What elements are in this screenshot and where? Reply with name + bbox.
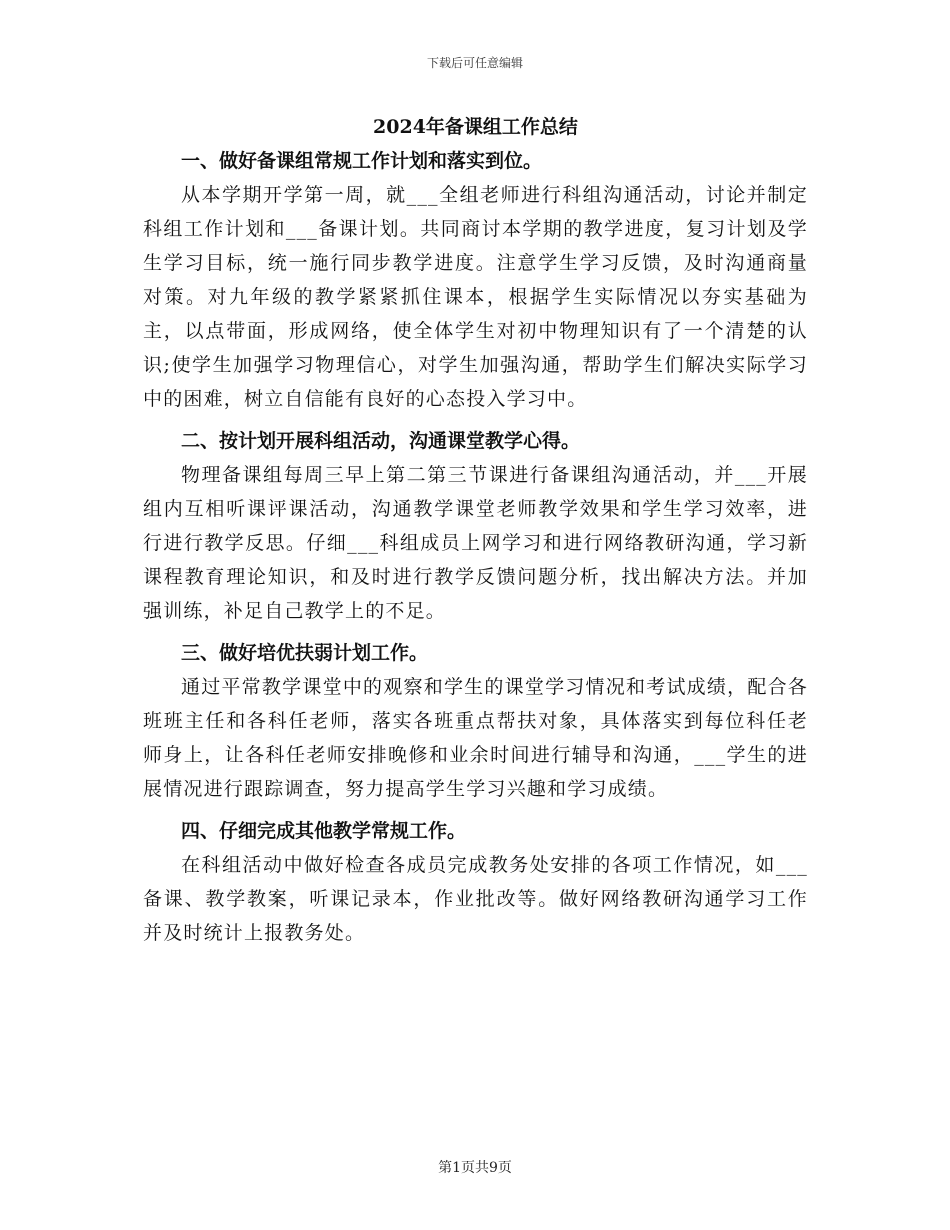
section-heading-2: 二、按计划开展科组活动，沟通课堂教学心得。 <box>181 430 581 452</box>
document-title: 2024年备课组工作总结 <box>373 116 578 138</box>
section-paragraph-4: 在科组活动中做好检查各成员完成教务处安排的各项工作情况，如___备课、教学教案，听课记录本，作业批改等。做好网络教研沟通学习工作并及时统计上报教务处。 <box>143 854 808 944</box>
document-body <box>143 110 808 958</box>
section-heading-4: 四、仔细完成其他教学常规工作。 <box>181 820 467 842</box>
section-paragraph-3: 通过平常教学课堂中的观察和学生的课堂学习情况和考试成绩，配合各班班主任和各科任老师，落实各班重点帮扶对象，具体落实到每位科任老师身上，让各科任老师安排晚修和业余时间进行辅导和沟通，___学生的进展情况进行跟踪调查，努力提高学生学习兴趣和学习成绩。 <box>143 676 808 800</box>
section-heading-1: 一、做好备课组常规工作计划和落实到位。 <box>181 150 543 172</box>
page-number: 第1页共9页 <box>438 1160 512 1176</box>
page-header: 下载后可任意编辑 <box>426 56 523 70</box>
section-paragraph-1: 从本学期开学第一周，就___全组老师进行科组沟通活动，讨论并制定科组工作计划和___备课计划。共同商讨本学期的教学进度，复习计划及学生学习目标，统一施行同步教学进度。注意学生学习反馈，及时沟通商量对策。对九年级的教学紧紧抓住课本，根据学生实际情况以夯实基础为主，以点带面，形成网络，使全体学生对初中物理知识有了一个清楚的认识;使学生加强学习物理信心，对学生加强沟通，帮助学生们解决实际学习中的困难，树立自信能有良好的心态投入学习中。 <box>143 184 808 410</box>
section-heading-3: 三、做好培优扶弱计划工作。 <box>181 642 429 664</box>
section-paragraph-2: 物理备课组每周三早上第二第三节课进行备课组沟通活动，并___开展组内互相听课评课活动，沟通教学课堂老师教学效果和学生学习效率，进行进行教学反思。仔细___科组成员上网学习和进行网络教研沟通，学习新课程教育理论知识，和及时进行教学反馈问题分析，找出解决方法。并加强训练，补足自己教学上的不足。 <box>143 464 808 622</box>
